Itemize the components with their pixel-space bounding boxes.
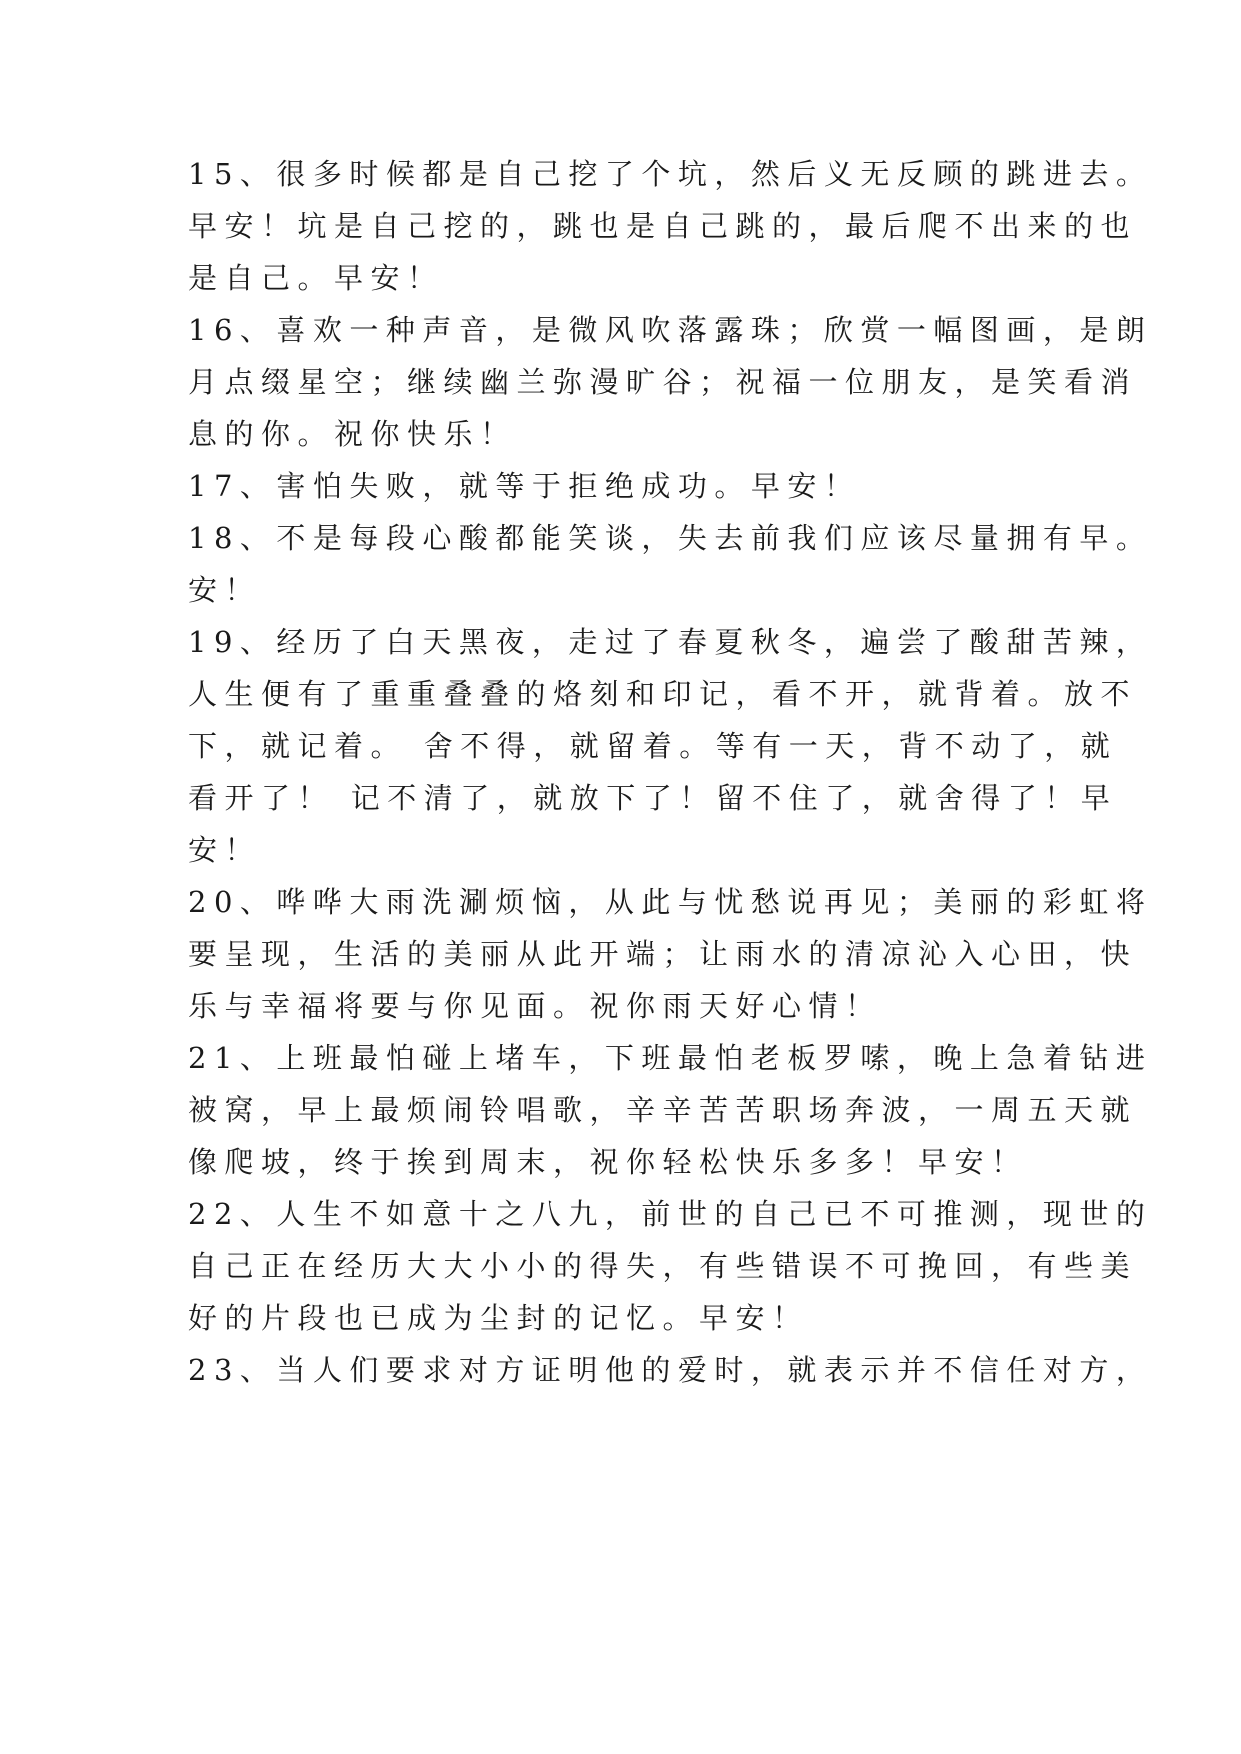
text-line: 19、经历了白天黑夜，走过了春夏秋冬，遍尝了酸甜苦辣，	[188, 625, 1153, 659]
text-line: 15、很多时候都是自己挖了个坑，然后义无反顾的跳进去。	[188, 157, 1153, 191]
text-line: 22、人生不如意十之八九，前世的自己已不可推测，现世的	[188, 1197, 1153, 1231]
text-line: 自己正在经历大大小小的得失，有些错误不可挽回，有些美	[188, 1249, 1138, 1283]
text-line: 人生便有了重重叠叠的烙刻和印记，看不开，就背着。放不	[188, 677, 1138, 711]
text-line: 看开了！ 记不清了，就放下了！留不住了，就舍得了！早	[188, 781, 1118, 815]
text-line: 下，就记着。 舍不得，就留着。等有一天，背不动了，就	[188, 729, 1118, 763]
text-line: 像爬坡，终于挨到周末，祝你轻松快乐多多！早安！	[188, 1145, 1028, 1179]
text-line: 是自己。早安！	[188, 261, 444, 295]
text-line: 21、上班最怕碰上堵车，下班最怕老板罗嗦，晚上急着钻进	[188, 1041, 1153, 1075]
text-line: 安！	[188, 573, 262, 607]
text-line: 月点缀星空；继续幽兰弥漫旷谷；祝福一位朋友，是笑看消	[188, 365, 1138, 399]
text-line: 好的片段也已成为尘封的记忆。早安！	[188, 1301, 809, 1335]
text-line: 要呈现，生活的美丽从此开端；让雨水的清凉沁入心田，快	[188, 937, 1138, 971]
text-line: 18、不是每段心酸都能笑谈，失去前我们应该尽量拥有早。	[188, 521, 1153, 555]
text-line: 乐与幸福将要与你见面。祝你雨天好心情！	[188, 989, 882, 1023]
text-line: 息的你。祝你快乐！	[188, 417, 517, 451]
text-line: 被窝，早上最烦闹铃唱歌，辛辛苦苦职场奔波，一周五天就	[188, 1093, 1138, 1127]
document-page	[188, 157, 1153, 1700]
text-line: 16、喜欢一种声音，是微风吹落露珠；欣赏一幅图画，是朗	[188, 313, 1153, 347]
text-line: 早安！坑是自己挖的，跳也是自己跳的，最后爬不出来的也	[188, 209, 1138, 243]
text-line: 安！	[188, 833, 262, 867]
text-line: 20、哗哗大雨洗涮烦恼，从此与忧愁说再见；美丽的彩虹将	[188, 885, 1153, 919]
text-line: 17、害怕失败，就等于拒绝成功。早安！	[188, 469, 861, 503]
text-line: 23、当人们要求对方证明他的爱时，就表示并不信任对方，	[188, 1353, 1153, 1387]
